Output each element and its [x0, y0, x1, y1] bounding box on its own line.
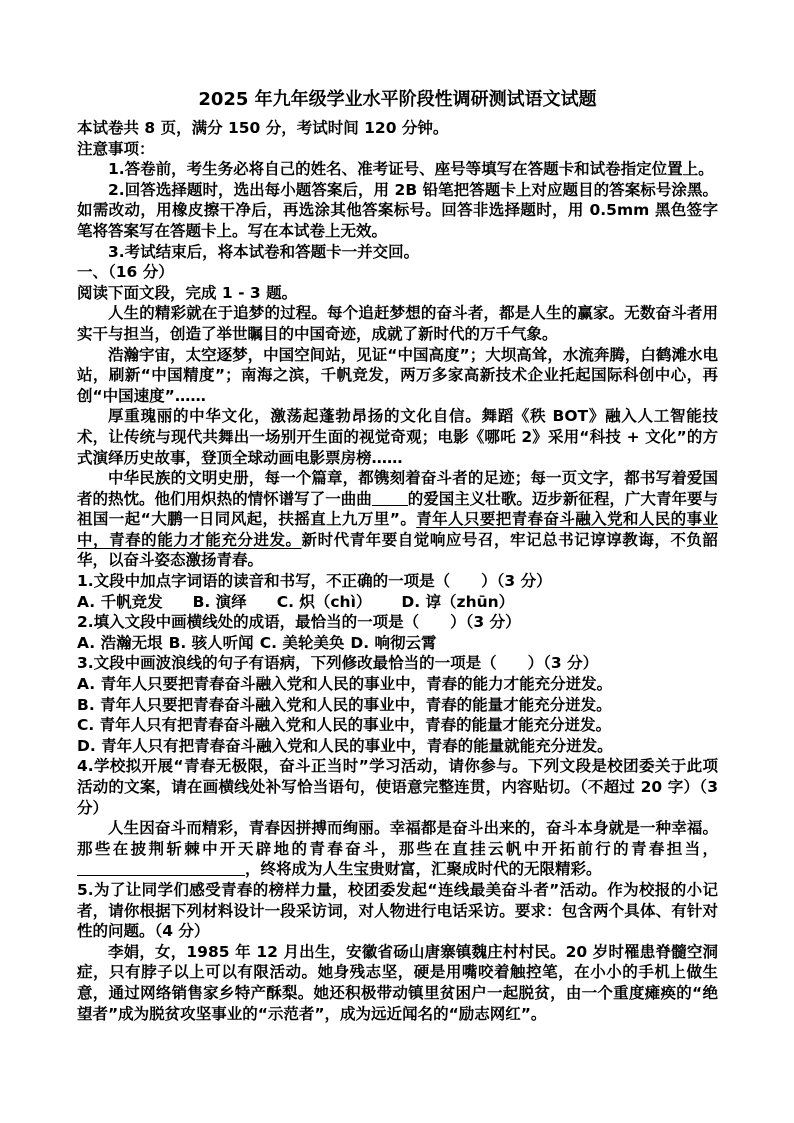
option-b: B. 骇人听闻 [168, 633, 254, 652]
question-4-text-before: 人生因奋斗而精彩，青春因拼搏而绚丽。幸福都是奋斗出来的，奋斗本身就是一种幸福。那些在披荆斩棘中开天辟地的青春奋斗，那些在直挂云帆中开拓前行的青春担当， [77, 819, 718, 858]
wavy-underlined-sentence: 青年人只要把青春奋斗融入党和人民的事业中，青春的能力才能充分进发。 [77, 510, 718, 549]
option-c: C. 炽（chì） [276, 592, 372, 611]
passage-paragraph-4 [77, 468, 718, 571]
note-item: 2.回答选择题时，选出每小题答案后，用 2B 铅笔把答题卡上对应题目的答案标号涂黑。如需改动，用橡皮擦干净后，再选涂其他答案标号。回答非选择题时，用 0.5mm 黑色签字笔将答案写在答题卡上。写在本试卷上无效。 [77, 180, 718, 240]
question-2-stem: 2.填入文段中画横线处的成语，最恰当的一项是（ ）（3 分） [77, 613, 521, 632]
section-heading: 一、（16 分） [77, 263, 174, 282]
passage-text: 新时代青年要自觉响应号召，牢记总书记谆谆教诲，不负韶华，以奋斗姿态激扬青春。 [77, 530, 718, 570]
question-5-material: 李娟，女，1985 年 12 月出生，安徽省砀山唐寨镇魏庄村村民。20 岁时罹患脊髓空洞症，只有脖子以上可以有限活动。她身残志坚，硬是用嘴咬着触控笔，在小小的手机上做生意，通过网络销售家乡特产酥梨。她还积极带动镇里贫困户一起脱贫，由一个重度瘫痪的“绝望者”成为脱贫攻坚事业的“示范者”，成为远近闻名的“励志网红”。 [77, 942, 718, 1023]
option-c: C. 青年人只有把青春奋斗融入党和人民的事业中，青春的能量才能充分迸发。 [77, 716, 612, 735]
question-4-text-after: ，终将成为人生宝贵财富，汇聚成时代的无限精彩。 [245, 860, 602, 879]
passage-text: 的爱国主义壮歌。迈步新征程，广大青年要与祖国一起“大鹏一日同风起，扶摇直上九万里”。 [77, 489, 718, 529]
option-a: A. 千帆竞发 [77, 592, 163, 611]
note-item: 3.考试结束后，将本试卷和答题卡一并交回。 [108, 242, 420, 261]
question-1-options [77, 592, 718, 613]
passage-paragraph-2: 浩瀚宇宙，太空逐梦，中国空间站，见证“中国高度”；大坝高耸，水流奔腾，白鹤滩水电站，刷新“中国精度”；南海之滨，千帆竞发，两万多家高新技术企业托起国际科创中心，再创“中国速度”…… [77, 345, 718, 405]
question-4-text [77, 818, 718, 880]
exam-title: 2025 年九年级学业水平阶段性调研测试语文试题 [198, 89, 597, 110]
section-instruction: 阅读下面文段，完成 1 - 3 题。 [77, 283, 298, 302]
passage-paragraph-1: 人生的精彩就在于追梦的过程。每个追赶梦想的奋斗者，都是人生的赢家。无数奋斗者用实干与担当，创造了举世瞩目的中国奇迹，成就了新时代的万千气象。 [77, 304, 718, 343]
exam-intro: 本试卷共 8 页，满分 150 分，考试时间 120 分钟。 [77, 119, 449, 137]
option-a: A. 浩瀚无垠 [77, 633, 163, 652]
notes-heading: 注意事项： [77, 139, 155, 158]
option-d: D. 响彻云霄 [350, 633, 437, 652]
option-b: B. 演绎 [192, 592, 247, 611]
option-c: C. 美轮美奂 [259, 633, 345, 652]
answer-blank [77, 859, 245, 876]
note-item: 1.答卷前，考生务必将自己的姓名、准考证号、座号等填写在答题卡和试卷指定位置上。 [108, 160, 714, 179]
option-d: D. 谆（zhūn） [401, 592, 515, 611]
question-1-stem: 1.文段中加点字词语的读音和书写，不正确的一项是（ ）（3 分） [77, 572, 552, 591]
idiom-blank [372, 489, 408, 506]
option-d: D. 青年人只有把青春奋斗融入党和人民的事业中，青春的能量就能充分迸发。 [77, 736, 613, 755]
question-3-stem: 3.文段中画波浪线的句子有语病，下列修改最恰当的一项是（ ）（3 分） [77, 654, 599, 673]
question-4-stem: 4.学校拟开展“青春无极限，奋斗正当时”学习活动，请你参与。下列文段是校团委关于此项活动的文案，请在画横线处补写恰当语句，使语意完整连贯，内容贴切。（不超过 20 字）（3 分） [77, 757, 718, 817]
passage-paragraph-3: 厚重瑰丽的中华文化，激荡起蓬勃昂扬的文化自信。舞蹈《秩 BOT》融入人工智能技术，让传统与现代共舞出一场别开生面的视觉奇观；电影《哪吒 2》采用“科技 + 文化”的方式演绎历史故事，登顶全球动画电影票房榜…… [77, 407, 718, 467]
option-b: B. 青年人只要把青春奋斗融入党和人民的事业中，青春的能量才能充分迸发。 [77, 695, 612, 714]
question-5-stem: 5.为了让同学们感受青春的榜样力量，校团委发起“连线最美奋斗者”活动。作为校报的小记者，请你根据下列材料设计一段采访词，对人物进行电话采访。要求：包含两个具体、有针对性的问题。（4 分） [77, 880, 718, 941]
question-2-options [77, 633, 718, 654]
passage-text: 中华民族的文明史册，每一个篇章，都镌刻着奋斗者的足迹；每一页文字，都书写着爱国者的热忱。他们用炽热的情怀谱写了一曲曲 [77, 469, 718, 508]
option-a: A. 青年人只要把青春奋斗融入党和人民的事业中，青春的能力才能充分迸发。 [77, 675, 613, 694]
